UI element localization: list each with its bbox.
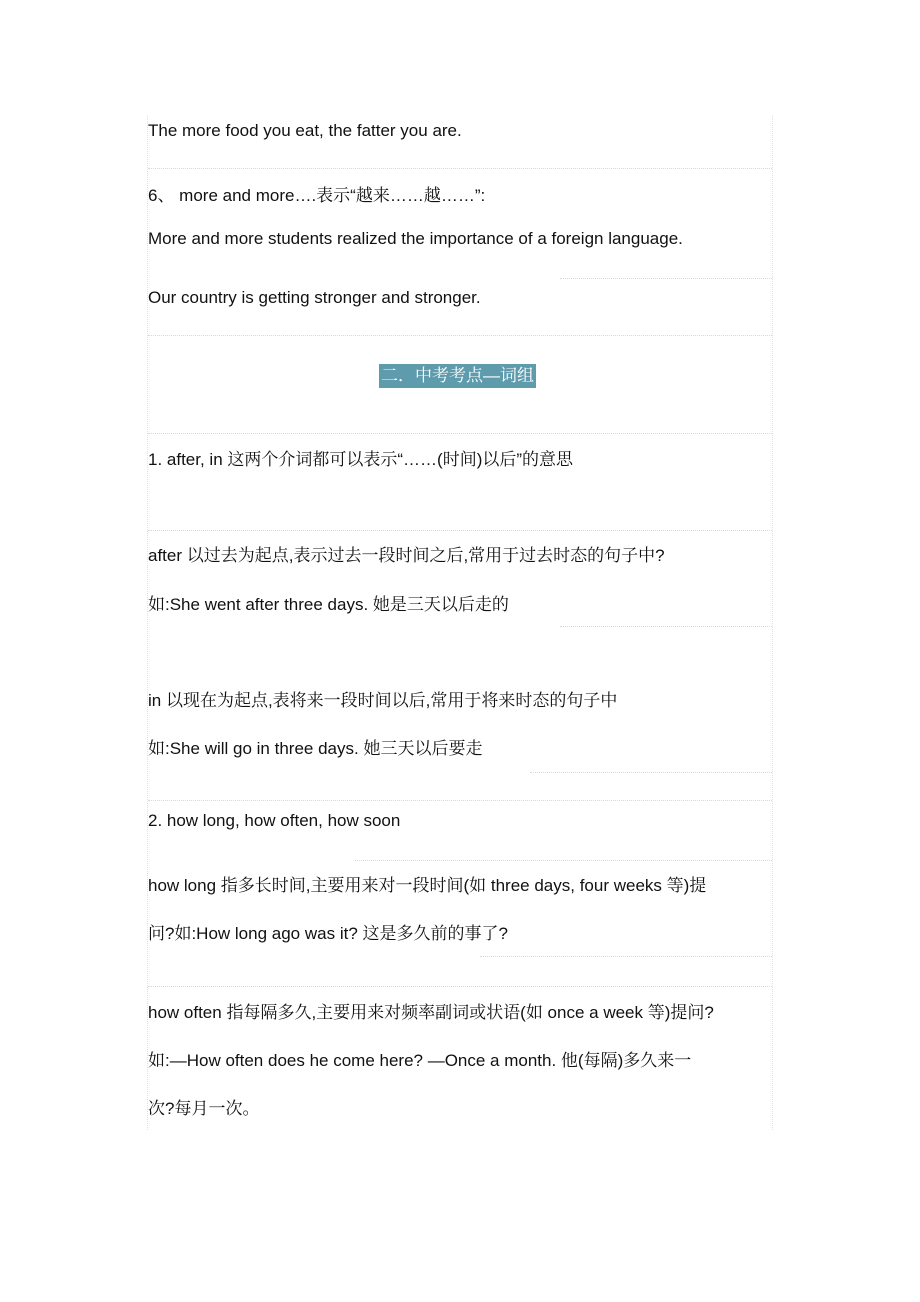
rule-heading: 2. how long, how often, how soon bbox=[148, 811, 401, 830]
divider bbox=[530, 772, 772, 773]
divider bbox=[480, 956, 772, 957]
example-sentence: Our country is getting stronger and stronger. bbox=[148, 288, 481, 307]
explanation: how often 指每隔多久,主要用来对频率副词或状语(如 once a week 等)提问? bbox=[148, 1003, 714, 1022]
rule-heading: 1. after, in 这两个介词都可以表示“……(时间)以后”的意思 bbox=[148, 450, 574, 469]
explanation: how long 指多长时间,主要用来对一段时间(如 three days, four weeks 等)提 bbox=[148, 876, 707, 895]
example-sentence: The more food you eat, the fatter you are. bbox=[148, 121, 462, 140]
divider bbox=[148, 168, 772, 169]
divider bbox=[148, 986, 772, 987]
divider bbox=[560, 626, 772, 627]
example-sentence: 如:—How often does he come here? —Once a month. 他(每隔)多久来一 bbox=[148, 1051, 692, 1070]
example-sentence: More and more students realized the importance of a foreign language. bbox=[148, 229, 683, 248]
explanation: 问?如:How long ago was it? 这是多久前的事了? bbox=[148, 924, 508, 943]
margin-guide bbox=[772, 115, 773, 1130]
explanation: after 以过去为起点,表示过去一段时间之后,常用于过去时态的句子中? bbox=[148, 546, 665, 565]
divider bbox=[148, 335, 772, 336]
divider bbox=[355, 860, 772, 861]
divider bbox=[148, 433, 772, 434]
divider bbox=[148, 800, 772, 801]
example-sentence: 次?每月一次。 bbox=[148, 1099, 260, 1118]
example-sentence: 如:She went after three days. 她是三天以后走的 bbox=[148, 595, 509, 614]
margin-guide bbox=[147, 115, 148, 1130]
explanation: in 以现在为起点,表将来一段时间以后,常用于将来时态的句子中 bbox=[148, 691, 618, 710]
rule-heading: 6、 more and more….表示“越来……越……”: bbox=[148, 186, 486, 205]
section-heading: 二．中考考点—词组 bbox=[379, 364, 536, 388]
divider bbox=[148, 530, 772, 531]
example-sentence: 如:She will go in three days. 她三天以后要走 bbox=[148, 739, 483, 758]
divider bbox=[560, 278, 772, 279]
